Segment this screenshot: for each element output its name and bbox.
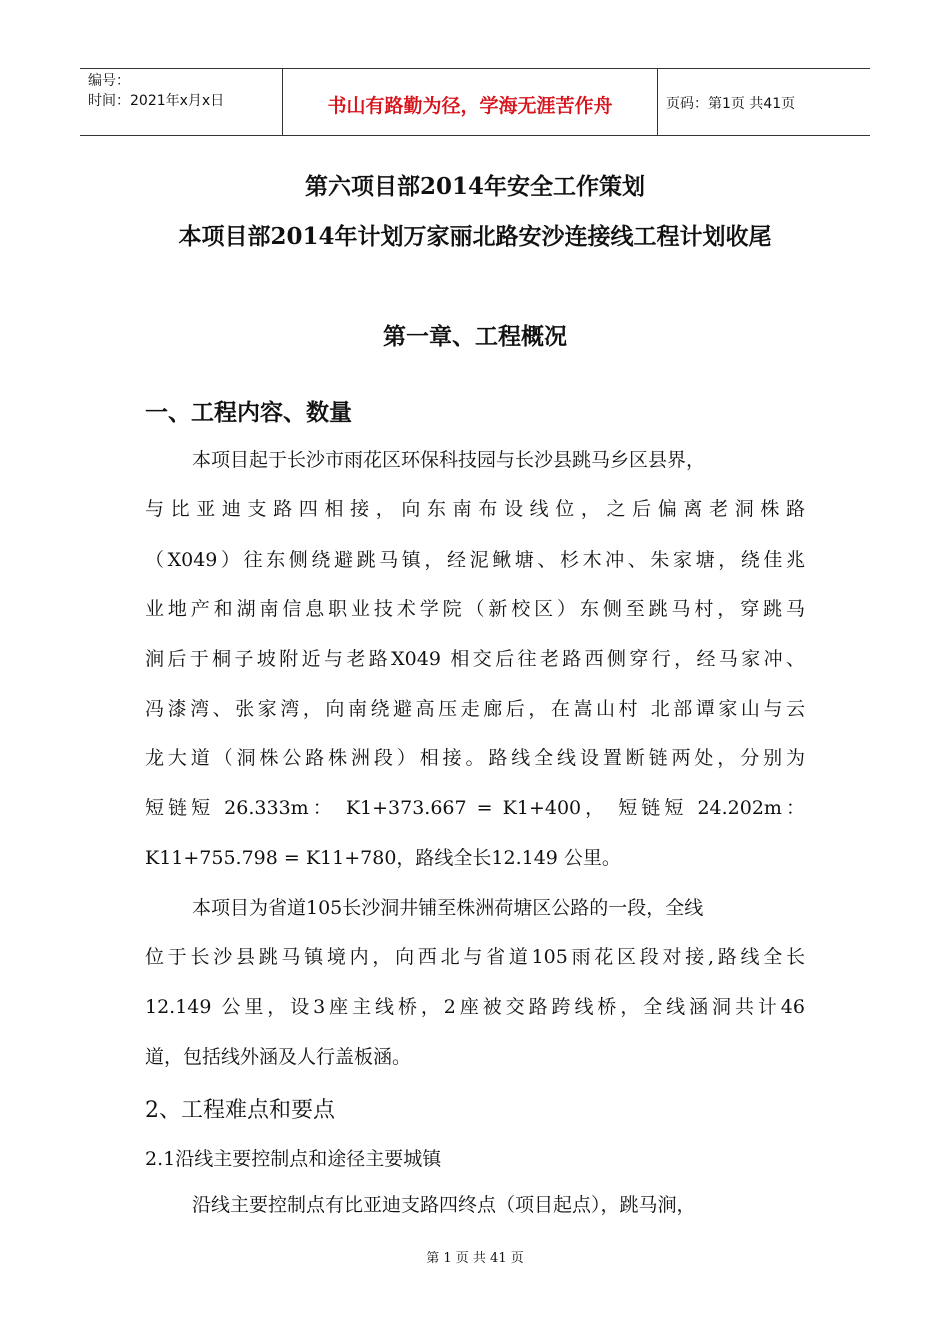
- subsection-heading-2-1: 2.1沿线主要控制点和途径主要城镇: [145, 1148, 442, 1170]
- para1-line: 龙大道（洞株公路株洲段）相接。路线全线设置断链两处，分别为: [145, 747, 805, 769]
- para1-line: 冯漆湾、张家湾，向南绕避高压走廊后，在嵩山村 北部谭家山与云: [145, 698, 805, 720]
- header-number-label: 编号：: [88, 73, 130, 89]
- para2-line: 道，包括线外涵及人行盖板涵。: [145, 1046, 412, 1068]
- para2-line: 12.149 公里，设3座主线桥，2座被交路跨线桥，全线涵洞共计46: [145, 996, 805, 1018]
- para1-line: 本项目起于长沙市雨花区环保科技园与长沙县跳马乡区县界，: [192, 449, 706, 471]
- header-meta: [80, 69, 282, 135]
- para3-line: 沿线主要控制点有比亚迪支路四终点（项目起点），跳马涧，: [192, 1194, 696, 1216]
- para1-line: 短链短 26.333m： K1+373.667 = K1+400， 短链短 24.202m：: [145, 797, 805, 819]
- para2-line: 位于长沙县跳马镇境内，向西北与省道105雨花区段对接,路线全长: [145, 946, 805, 968]
- header-motto: 书山有路勤为径，学海无涯苦作舟: [327, 94, 613, 117]
- header-page-info: 页码：第1页 共41页: [666, 96, 796, 112]
- para1-line: 涧后于桐子坡附近与老路X049 相交后往老路西侧穿行，经马家冲、: [145, 648, 805, 670]
- header-motto-cell: [282, 69, 658, 135]
- page-header: [80, 68, 870, 136]
- header-time-label: 时间：2021年x月x日: [88, 93, 225, 109]
- header-page-cell: [658, 69, 870, 135]
- chapter-heading: 第一章、工程概况: [383, 323, 567, 350]
- page-footer: 第 1 页 共 41 页: [426, 1251, 524, 1266]
- para1-line: 业地产和湖南信息职业技术学院（新校区）东侧至跳马村，穿跳马: [145, 598, 805, 620]
- para1-line: （X049）往东侧绕避跳马镇，经泥鳅塘、杉木冲、朱家塘，绕佳兆: [145, 549, 805, 571]
- section-heading-2: 2、工程难点和要点: [145, 1098, 335, 1123]
- document-title-line2: 本项目部2014年计划万家丽北路安沙连接线工程计划收尾: [178, 223, 772, 250]
- para2-line: 本项目为省道105长沙洞井铺至株洲荷塘区公路的一段，全线: [192, 897, 704, 919]
- document-title-line1: 第六项目部2014年安全工作策划: [304, 173, 645, 200]
- section-heading-1: 一、工程内容、数量: [145, 399, 352, 426]
- para1-line: 与比亚迪支路四相接，向东南布设线位，之后偏离老洞株路: [145, 498, 805, 520]
- para1-line: K11+755.798 = K11+780，路线全长12.149 公里。: [145, 847, 621, 869]
